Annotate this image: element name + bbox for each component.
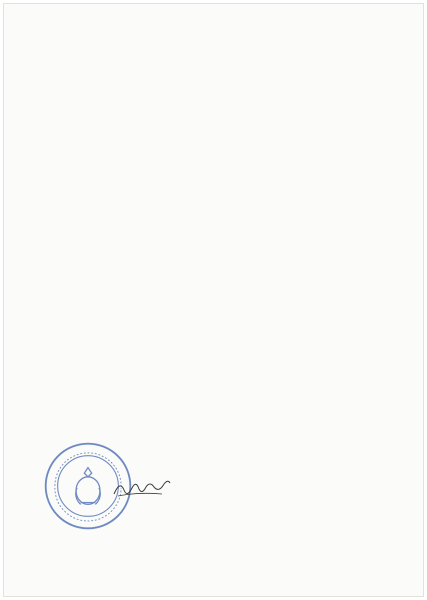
top-embroidery-border: [8, 12, 419, 62]
director-signature: [112, 476, 172, 502]
bottom-embroidery-border: [8, 502, 419, 588]
